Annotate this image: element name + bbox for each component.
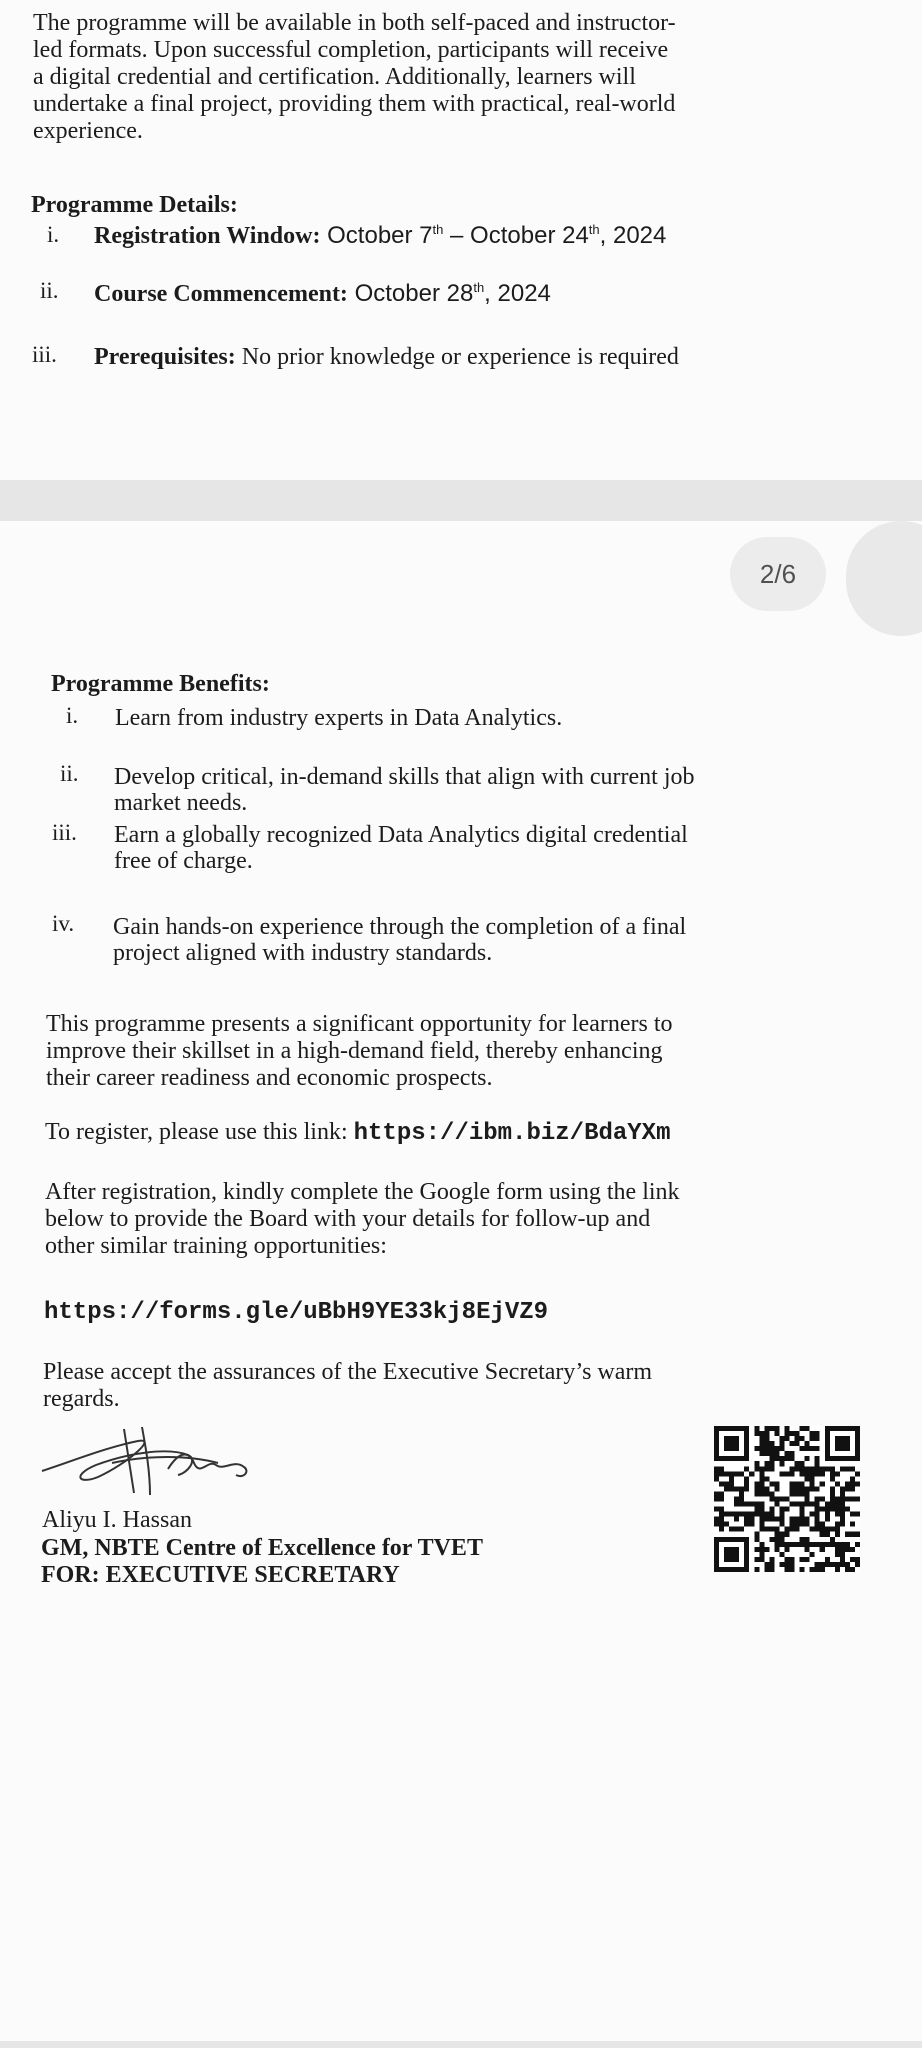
benefit-number: iii. xyxy=(52,820,77,845)
programme-details-heading: Programme Details: xyxy=(31,192,238,218)
intro-line-2: led formats. Upon successful completion, participants will receive xyxy=(33,37,669,63)
benefit-item-1: Learn from industry experts in Data Analytics. xyxy=(115,705,563,731)
document-page-1: The programme will be available in both self-paced and instructor- led formats. Upon successful completion, participants will receive a digital credential and certification. Additionally, learners will undertake a final project, providing them with practical, real-world experience. Programme Details: i. Registration Window: October 7th – October 24th, 2024 ii. Course Commencement: October 28th, 2024 iii. Prerequisites: No prior knowledge or experience is required xyxy=(0,0,922,480)
closing-line-2: regards. xyxy=(43,1386,120,1412)
signature-image xyxy=(38,1419,258,1501)
intro-line-4: undertake a final project, providing them with practical, real-world xyxy=(33,91,676,117)
programme-benefits-heading: Programme Benefits: xyxy=(51,671,270,697)
opportunity-line-1: This programme presents a significant opportunity for learners to xyxy=(46,1011,673,1037)
detail-label: Course Commencement: xyxy=(94,281,348,307)
benefit-item-3-line-1: Earn a globally recognized Data Analytics digital credential xyxy=(114,822,688,848)
signatory-for: FOR: EXECUTIVE SECRETARY xyxy=(41,1562,400,1588)
detail-label: Prerequisites: xyxy=(94,344,236,370)
benefit-item-4-line-1: Gain hands-on experience through the completion of a final xyxy=(113,914,687,940)
opportunity-line-2: improve their skillset in a high-demand field, thereby enhancing xyxy=(46,1038,663,1064)
benefit-item-2-line-2: market needs. xyxy=(114,790,248,816)
opportunity-line-3: their career readiness and economic prospects. xyxy=(46,1065,493,1091)
benefit-number: iv. xyxy=(52,911,75,936)
benefit-item-2-line-1: Develop critical, in-demand skills that align with current job xyxy=(114,764,695,790)
intro-line-1: The programme will be available in both self-paced and instructor- xyxy=(33,10,676,36)
signatory-title: GM, NBTE Centre of Excellence for TVET xyxy=(41,1535,483,1561)
qr-code-image xyxy=(714,1426,860,1572)
form-link[interactable]: https://forms.gle/uBbH9YE33kj8EjVZ9 xyxy=(44,1299,549,1326)
benefit-number: ii. xyxy=(60,761,79,786)
benefit-number: i. xyxy=(66,703,79,728)
detail-number: ii. xyxy=(40,278,59,303)
scroll-handle[interactable] xyxy=(846,521,922,636)
document-page-2 xyxy=(0,521,922,2041)
intro-line-3: a digital credential and certification. Additionally, learners will xyxy=(33,64,636,90)
form-line-1: After registration, kindly complete the Google form using the link xyxy=(45,1179,680,1205)
page-indicator: 2/6 xyxy=(730,537,826,611)
benefit-item-3-line-2: free of charge. xyxy=(114,848,253,874)
detail-number: iii. xyxy=(32,342,57,367)
closing-line-1: Please accept the assurances of the Executive Secretary’s warm xyxy=(43,1359,653,1385)
benefit-item-4-line-2: project aligned with industry standards. xyxy=(113,940,493,966)
intro-line-5: experience. xyxy=(33,118,143,144)
form-line-3: other similar training opportunities: xyxy=(45,1233,387,1259)
signatory-name: Aliyu I. Hassan xyxy=(42,1507,192,1533)
form-line-2: below to provide the Board with your details for follow-up and xyxy=(45,1206,651,1232)
register-paragraph: To register, please use this link: https://ibm.biz/BdaYXm xyxy=(45,1119,671,1147)
detail-label: Registration Window: xyxy=(94,223,321,249)
detail-number: i. xyxy=(47,222,60,247)
register-link[interactable]: https://ibm.biz/BdaYXm xyxy=(353,1120,671,1147)
